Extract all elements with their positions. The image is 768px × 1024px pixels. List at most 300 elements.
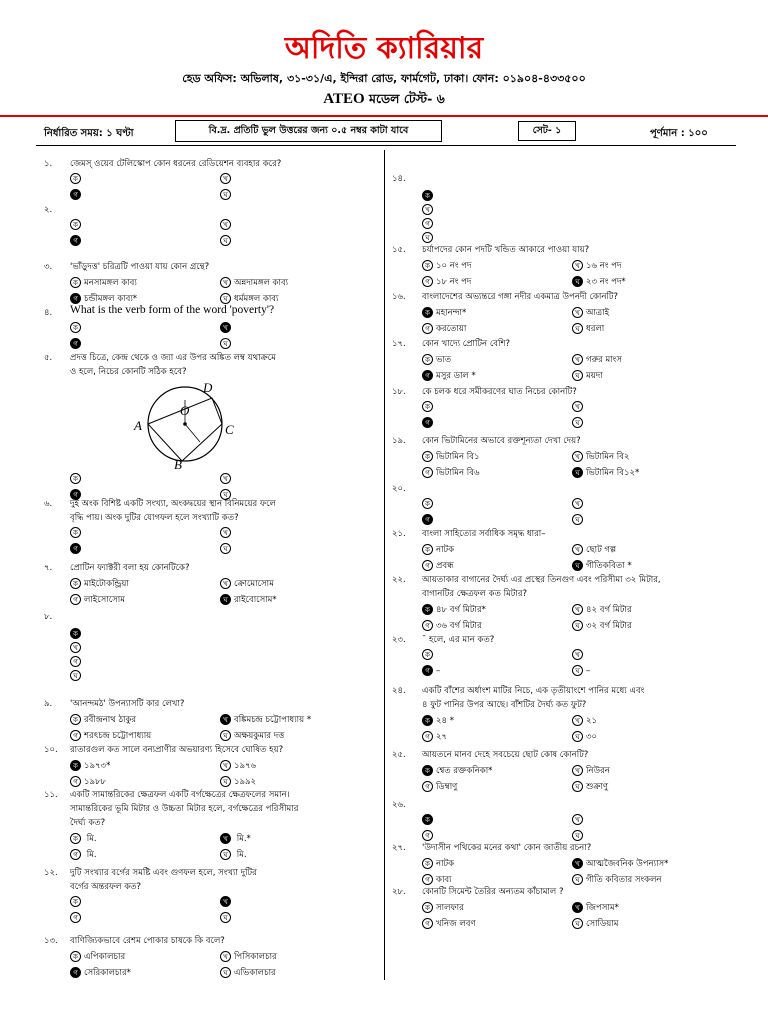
answer-option[interactable] <box>70 527 84 538</box>
option-text: ধরলা <box>586 324 605 334</box>
answer-option[interactable] <box>422 514 436 525</box>
option-text: চন্ডীমঙ্গল কাব্য* <box>84 294 138 304</box>
answer-option[interactable] <box>422 830 436 841</box>
answer-option[interactable] <box>70 912 84 923</box>
answer-option[interactable] <box>572 665 590 676</box>
answer-option[interactable] <box>70 670 84 681</box>
option-text: মসুর ডাল * <box>436 371 476 381</box>
option-bubble-icon: খ <box>572 498 583 509</box>
option-text: – <box>586 666 591 676</box>
option-text: নিউরন <box>586 766 610 776</box>
question-number: ১. <box>44 159 53 169</box>
answer-option[interactable] <box>70 713 136 727</box>
option-bubble-icon: ক <box>70 527 81 538</box>
answer-option[interactable] <box>70 173 84 184</box>
option-bubble-icon: খ <box>572 260 583 271</box>
option-text: ধর্মমঙ্গল কাব্য <box>234 294 279 304</box>
option-bubble-icon: ঘ <box>220 594 231 605</box>
answer-option[interactable] <box>70 219 84 230</box>
option-text: ১৯৭৩* <box>84 761 111 771</box>
option-bubble-icon: ক <box>422 401 433 412</box>
option-bubble-icon: গ <box>422 514 433 525</box>
option-text: ক্রোমোসোম <box>234 579 274 589</box>
answer-option[interactable] <box>70 276 137 290</box>
option-text: গীতিকবিতা * <box>586 561 632 571</box>
answer-option[interactable] <box>70 577 129 591</box>
option-bubble-icon: ঘ <box>220 235 231 246</box>
answer-option[interactable] <box>572 649 586 660</box>
option-text: অক্ষয়কুমার দত্ত <box>234 731 285 741</box>
answer-option[interactable] <box>70 322 84 333</box>
answer-option[interactable] <box>422 814 436 825</box>
option-bubble-icon: খ <box>572 354 583 365</box>
question-number: ২২. <box>392 575 406 585</box>
option-bubble-icon: খ <box>572 451 583 462</box>
answer-option[interactable] <box>220 713 311 727</box>
option-text: শরৎচন্দ্র চট্টোপাধ্যায় <box>84 731 152 741</box>
answer-option[interactable] <box>422 306 466 320</box>
question-number: ৩. <box>44 262 53 272</box>
answer-option[interactable] <box>422 259 471 273</box>
answer-option[interactable] <box>572 901 619 915</box>
option-text: ২৩ নং পদ* <box>586 277 626 287</box>
option-text: অন্নদামঙ্গল কাব্য <box>234 278 289 288</box>
option-bubble-icon: ঘ <box>220 543 231 554</box>
option-text: ৩০ <box>586 732 598 742</box>
question-text: বাংলাদেশের অভ্যন্তরে গঙ্গা নদীর একমাত্র উপনদী কোনটি? <box>422 292 619 302</box>
option-bubble-icon: গ <box>70 489 81 500</box>
option-text: – <box>436 666 441 676</box>
option-bubble-icon: ক <box>422 498 433 509</box>
option-text: শ্বেত রক্তকনিকা* <box>436 766 493 776</box>
answer-option[interactable] <box>422 857 454 871</box>
answer-option[interactable] <box>220 473 234 484</box>
answer-option[interactable] <box>422 780 457 794</box>
answer-option[interactable] <box>70 950 125 964</box>
option-bubble-icon: গ <box>422 323 433 334</box>
answer-option[interactable] <box>70 656 84 667</box>
answer-option[interactable] <box>220 966 276 980</box>
option-text: ভাত <box>436 355 452 365</box>
question-text: প্রোটিন ফ্যাক্টরী বলা হয় কোনটিকে? <box>70 563 190 573</box>
answer-option[interactable] <box>70 848 97 862</box>
answer-option[interactable] <box>220 219 234 230</box>
answer-option[interactable] <box>70 473 84 484</box>
answer-option[interactable] <box>70 593 125 607</box>
option-bubble-icon: ক <box>422 765 433 776</box>
answer-option[interactable] <box>572 559 632 573</box>
answer-option[interactable] <box>572 322 604 336</box>
answer-option[interactable] <box>572 514 586 525</box>
answer-option[interactable] <box>572 917 618 931</box>
figure-label: C <box>225 422 234 437</box>
option-bubble-icon: গ <box>422 830 433 841</box>
answer-option[interactable] <box>70 642 84 653</box>
option-bubble-icon: খ <box>572 401 583 412</box>
option-bubble-icon: খ <box>572 902 583 913</box>
option-bubble-icon: খ <box>220 527 231 538</box>
option-bubble-icon: খ <box>220 219 231 230</box>
question-number: ২. <box>44 205 53 215</box>
question-text: আয়তাকার বাগানের দৈর্ঘ্য এর প্রস্থের তিনগুণ এবং পরিসীমা ৩২ মিটার, <box>422 575 661 585</box>
option-bubble-icon: খ <box>572 858 583 869</box>
option-bubble-icon: খ <box>572 814 583 825</box>
option-bubble-icon: গ <box>422 467 433 478</box>
answer-option[interactable] <box>572 498 586 509</box>
answer-option[interactable] <box>422 498 436 509</box>
question-text: 'ভাঁড়ুদত্ত' চরিত্রটি পাওয়া যায় কোন গ্রন্থে? <box>70 262 210 272</box>
answer-option[interactable] <box>422 353 451 367</box>
question-text: দুই অংক বিশিষ্ট একটি সংখ্যা, অংকদ্বয়ের স্থান বিনিময়ের ফলে <box>70 499 276 509</box>
option-bubble-icon: গ <box>422 781 433 792</box>
answer-option[interactable] <box>220 235 234 246</box>
exam-title-bn: মডেল টেস্ট- ৬ <box>364 91 445 106</box>
option-bubble-icon: খ <box>572 604 583 615</box>
option-text: মি.* <box>234 834 251 844</box>
question-text: বাংলা সাহিত্যের সর্বাধিক সমৃদ্ধ ধারা– <box>422 529 546 539</box>
option-bubble-icon: ঘ <box>572 918 583 929</box>
option-bubble-icon: গ <box>70 656 81 667</box>
option-text: ২১ <box>586 716 598 726</box>
question-text: একটি সামান্তরিকের ক্ষেত্রফল একটি বর্গক্ষেত্রের ক্ষেত্রফলের সমান। <box>70 790 290 800</box>
answer-option[interactable] <box>220 896 234 907</box>
question-text: কোনটি সিমেন্ট তৈরির অন্যতম কাঁচামাল ? <box>422 887 564 897</box>
answer-option[interactable] <box>220 848 247 862</box>
option-bubble-icon: গ <box>70 912 81 923</box>
answer-option[interactable] <box>572 369 603 383</box>
option-text: আত্রাই <box>586 308 610 318</box>
option-text: ৩২ বর্গ মিটার <box>586 621 632 631</box>
option-bubble-icon: ঘ <box>220 189 231 200</box>
option-bubble-icon: খ <box>572 544 583 555</box>
question-number: ১৬. <box>392 292 406 302</box>
option-bubble-icon: ঘ <box>220 489 231 500</box>
option-bubble-icon: গ <box>70 849 81 860</box>
question-number: ১০. <box>44 745 58 755</box>
question-number: ২৫. <box>392 750 406 760</box>
question-text: বৃদ্ধি পায়। অংক দুটির যোগফল হলে সংখ্যাটি কত? <box>70 513 239 523</box>
answer-option[interactable] <box>422 901 464 915</box>
question-number: ১৫. <box>392 245 406 255</box>
option-bubble-icon: গ <box>70 189 81 200</box>
answer-option[interactable] <box>422 450 479 464</box>
option-text: ভিটামিন বি২ <box>586 452 630 462</box>
option-bubble-icon: খ <box>220 173 231 184</box>
option-text: ২৭ <box>436 732 448 742</box>
answer-option[interactable] <box>572 873 661 887</box>
answer-option[interactable] <box>422 603 486 617</box>
option-text: মি. <box>84 834 97 844</box>
answer-option[interactable] <box>422 417 436 428</box>
option-text: এপিকালচার <box>84 952 126 962</box>
question-number: ১৩. <box>44 936 58 946</box>
option-bubble-icon: গ <box>70 543 81 554</box>
answer-option[interactable] <box>572 450 629 464</box>
answer-option[interactable] <box>422 917 476 931</box>
answer-option[interactable] <box>422 665 440 676</box>
answer-option[interactable] <box>70 628 84 639</box>
option-bubble-icon: ক <box>422 858 433 869</box>
option-bubble-icon: গ <box>70 594 81 605</box>
answer-option[interactable] <box>422 232 436 243</box>
option-bubble-icon: ঘ <box>572 514 583 525</box>
question-number: ২৬. <box>392 800 406 810</box>
option-bubble-icon: ক <box>70 322 81 333</box>
option-text: আত্মজৈবনিক উপন্যাস* <box>586 859 669 869</box>
option-text: ভিটামিন বি১ <box>436 452 480 462</box>
question-text: ¯ হলে, এর মান কত? <box>422 635 495 645</box>
option-bubble-icon: ঘ <box>572 620 583 631</box>
answer-option[interactable] <box>422 559 454 573</box>
option-bubble-icon: ক <box>422 902 433 913</box>
answer-option[interactable] <box>220 729 284 743</box>
option-text: ১৯৮৮ <box>84 777 107 787</box>
option-bubble-icon: ঘ <box>422 232 433 243</box>
answer-option[interactable] <box>572 830 586 841</box>
answer-option[interactable] <box>70 189 84 200</box>
answer-option[interactable] <box>220 276 288 290</box>
option-text: ২৪ * <box>436 716 454 726</box>
answer-option[interactable] <box>422 401 436 412</box>
answer-option[interactable] <box>572 543 616 557</box>
option-text: ১৬ নং পদ <box>586 261 622 271</box>
answer-option[interactable] <box>70 896 84 907</box>
answer-option[interactable] <box>220 577 274 591</box>
option-bubble-icon: ক <box>422 715 433 726</box>
option-text: ১৮ নং পদ <box>436 277 472 287</box>
option-bubble-icon: গ <box>422 731 433 742</box>
option-bubble-icon: গ <box>422 560 433 571</box>
question-number: ৭. <box>44 563 53 573</box>
answer-option[interactable] <box>422 730 447 744</box>
question-text: ৪ ফুট পানির উপর আছে। বাঁশটির দৈর্ঘ্য কত ফুট? <box>422 700 587 710</box>
question-number: ২৮. <box>392 887 406 897</box>
option-bubble-icon: ক <box>70 714 81 725</box>
figure-label: O <box>180 403 190 418</box>
answer-option[interactable] <box>220 322 234 333</box>
answer-option[interactable] <box>220 593 277 607</box>
penalty-note: বি.দ্র. প্রতিটি ভুল উত্তরের জন্য ০.৫ নম্বর কাটা যাবে <box>175 120 442 142</box>
option-bubble-icon: গ <box>422 218 433 229</box>
answer-option[interactable] <box>572 857 668 871</box>
option-text: জিপসাম* <box>586 903 619 913</box>
option-bubble-icon: খ <box>220 714 231 725</box>
option-bubble-icon: খ <box>70 642 81 653</box>
option-bubble-icon: ঘ <box>572 370 583 381</box>
answer-option[interactable] <box>572 619 632 633</box>
answer-option[interactable] <box>572 401 586 412</box>
question-text: চর্যাপদের কোন পদটি খন্ডিত আকারে পাওয়া যায়? <box>422 245 590 255</box>
question-text: প্রদত্ত চিত্রে, কেন্দ্র থেকে ও জ্যা এর উপর অঙ্কিত লম্ব যথাক্রমে <box>70 353 276 363</box>
option-text: এভিকালচার <box>234 968 276 978</box>
option-bubble-icon: ক <box>422 451 433 462</box>
answer-option[interactable] <box>70 235 84 246</box>
option-bubble-icon: খ <box>220 833 231 844</box>
exam-title-en: ATEO <box>323 91 365 107</box>
answer-option[interactable] <box>70 543 84 554</box>
answer-option[interactable] <box>572 603 632 617</box>
answer-option[interactable] <box>572 275 626 289</box>
option-bubble-icon: খ <box>220 277 231 288</box>
option-bubble-icon: ক <box>70 760 81 771</box>
option-bubble-icon: ক <box>70 896 81 907</box>
option-bubble-icon: ক <box>70 578 81 589</box>
question-number: ১৮. <box>392 387 406 397</box>
option-text: নাটক <box>436 545 455 555</box>
answer-option[interactable] <box>572 417 586 428</box>
answer-option[interactable] <box>422 275 471 289</box>
option-bubble-icon: ক <box>70 833 81 844</box>
question-number: ২৩. <box>392 635 406 645</box>
answer-option[interactable] <box>422 204 436 215</box>
option-bubble-icon: ক <box>70 951 81 962</box>
header-divider <box>0 115 768 117</box>
question-text: বর্গের অন্তরফল কত? <box>70 882 142 892</box>
option-bubble-icon: খ <box>220 951 231 962</box>
option-text: সোডিয়াম <box>586 919 619 929</box>
answer-option[interactable] <box>572 259 621 273</box>
question-number: ২৭. <box>392 843 406 853</box>
option-bubble-icon: খ <box>220 896 231 907</box>
question-text: What is the verb form of the word 'poverty'? <box>70 304 275 316</box>
option-text: ৩৬ বর্গ মিটার <box>436 621 482 631</box>
question-number: ১৯. <box>392 436 406 446</box>
question-text: বাগানটির ক্ষেত্রফল কত মিটার? <box>422 589 528 599</box>
option-bubble-icon: খ <box>220 760 231 771</box>
question-text: দৈর্ঘ্য কত? <box>70 818 106 828</box>
answer-option[interactable] <box>422 764 492 778</box>
question-number: ৯. <box>44 699 53 709</box>
answer-option[interactable] <box>422 369 476 383</box>
answer-option[interactable] <box>70 759 110 773</box>
answer-option[interactable] <box>70 966 131 980</box>
question-number: ১২. <box>44 868 58 878</box>
option-text: মনসামঙ্গল কাব্য <box>84 278 137 288</box>
answer-option[interactable] <box>572 780 608 794</box>
option-bubble-icon: গ <box>70 293 81 304</box>
option-bubble-icon: খ <box>572 765 583 776</box>
question-number: ৫. <box>44 353 53 363</box>
answer-option[interactable] <box>422 619 482 633</box>
option-bubble-icon: ক <box>422 260 433 271</box>
option-bubble-icon: ঘ <box>572 560 583 571</box>
question-number: ২১. <box>392 529 406 539</box>
figure-label: A <box>134 418 142 433</box>
option-text: লাইসোসোম <box>84 595 125 605</box>
question-text: বাণিজ্যিকভাবে রেশম পোকার চাষকে কি বলে? <box>70 936 225 946</box>
option-text: ময়দা <box>586 371 603 381</box>
answer-option[interactable] <box>422 649 436 660</box>
question-text: কোন খাদ্যে প্রোটিন বেশি? <box>422 339 510 349</box>
answer-option[interactable] <box>572 764 610 778</box>
option-bubble-icon: ক <box>422 354 433 365</box>
option-text: ভিটামিন বি৬ <box>436 468 480 478</box>
question-number: ২৪. <box>392 686 406 696</box>
option-bubble-icon: ঘ <box>220 967 231 978</box>
answer-option[interactable] <box>422 190 436 201</box>
answer-option[interactable] <box>220 173 234 184</box>
answer-option[interactable] <box>422 714 454 728</box>
answer-option[interactable] <box>220 912 234 923</box>
question-number: ৮. <box>44 612 53 622</box>
answer-option[interactable] <box>220 775 256 789</box>
answer-option[interactable] <box>70 832 97 846</box>
answer-option[interactable] <box>572 814 586 825</box>
answer-option[interactable] <box>70 729 151 743</box>
option-bubble-icon: ঘ <box>572 323 583 334</box>
question-text: আয়তনে মানব দেহে সবচেয়ে ছোট কোষ কোনটি? <box>422 750 589 760</box>
option-bubble-icon: গ <box>70 338 81 349</box>
option-bubble-icon: খ <box>220 322 231 333</box>
answer-option[interactable] <box>572 306 609 320</box>
option-bubble-icon: ক <box>422 649 433 660</box>
option-text: ছোট গল্প <box>586 545 617 555</box>
option-bubble-icon: ঘ <box>70 670 81 681</box>
option-text: সেরিকালচার* <box>84 968 131 978</box>
option-bubble-icon: গ <box>422 665 433 676</box>
option-bubble-icon: ঘ <box>572 731 583 742</box>
answer-option[interactable] <box>220 759 256 773</box>
answer-option[interactable] <box>572 353 622 367</box>
option-bubble-icon: গ <box>422 620 433 631</box>
question-number: ১১. <box>44 790 58 800</box>
question-number: ৪. <box>44 308 53 318</box>
option-text: সালফার <box>436 903 464 913</box>
option-text: করতোয়া <box>436 324 467 334</box>
answer-option[interactable] <box>70 338 84 349</box>
option-bubble-icon: গ <box>70 730 81 741</box>
option-text: পিসিকালচার <box>234 952 277 962</box>
option-bubble-icon: গ <box>422 370 433 381</box>
answer-option[interactable] <box>422 543 454 557</box>
answer-option[interactable] <box>422 322 466 336</box>
option-text: গরুর মাংস <box>586 355 622 365</box>
answer-option[interactable] <box>220 338 234 349</box>
option-bubble-icon: ঘ <box>572 830 583 841</box>
answer-option[interactable] <box>572 730 597 744</box>
address-line: হেড অফিস: অভিলাষ, ৩১-৩১/এ, ইন্দিরা রোড, ফার্মগেট, ঢাকা। ফোন: ০১৯০৪-৪৩৩৫০০ <box>182 72 586 85</box>
option-text: কাব্য <box>436 875 452 885</box>
answer-option[interactable] <box>220 189 234 200</box>
option-text: মি. <box>234 850 247 860</box>
answer-option[interactable] <box>572 466 639 480</box>
set-label: সেট- ১ <box>518 121 576 141</box>
answer-option[interactable] <box>220 832 251 846</box>
option-bubble-icon: খ <box>572 649 583 660</box>
answer-option[interactable] <box>572 714 597 728</box>
option-bubble-icon: ঘ <box>572 781 583 792</box>
answer-option[interactable] <box>220 950 277 964</box>
answer-option[interactable] <box>220 527 234 538</box>
option-bubble-icon: ঘ <box>220 730 231 741</box>
answer-option[interactable] <box>422 218 436 229</box>
answer-option[interactable] <box>220 543 234 554</box>
option-bubble-icon: ক <box>70 219 81 230</box>
option-bubble-icon: ঘ <box>220 849 231 860</box>
question-number: ১৭. <box>392 339 406 349</box>
option-bubble-icon: খ <box>220 473 231 484</box>
question-text: একটি বাঁশের অর্ধাংশ মাটির নিচে, এক তৃতীয়াংশে পানির মধ্যে এবং <box>422 686 645 696</box>
option-bubble-icon: খ <box>572 715 583 726</box>
option-text: মাইটোকন্ড্রিয়া <box>84 579 129 589</box>
option-text: প্রবন্ধ <box>436 561 454 571</box>
answer-option[interactable] <box>70 775 106 789</box>
option-bubble-icon: খ <box>572 307 583 318</box>
option-text: ডিম্বাণু <box>436 782 458 792</box>
answer-option[interactable] <box>422 466 479 480</box>
option-bubble-icon: ঘ <box>220 293 231 304</box>
option-text: শুক্রাণু <box>586 782 609 792</box>
